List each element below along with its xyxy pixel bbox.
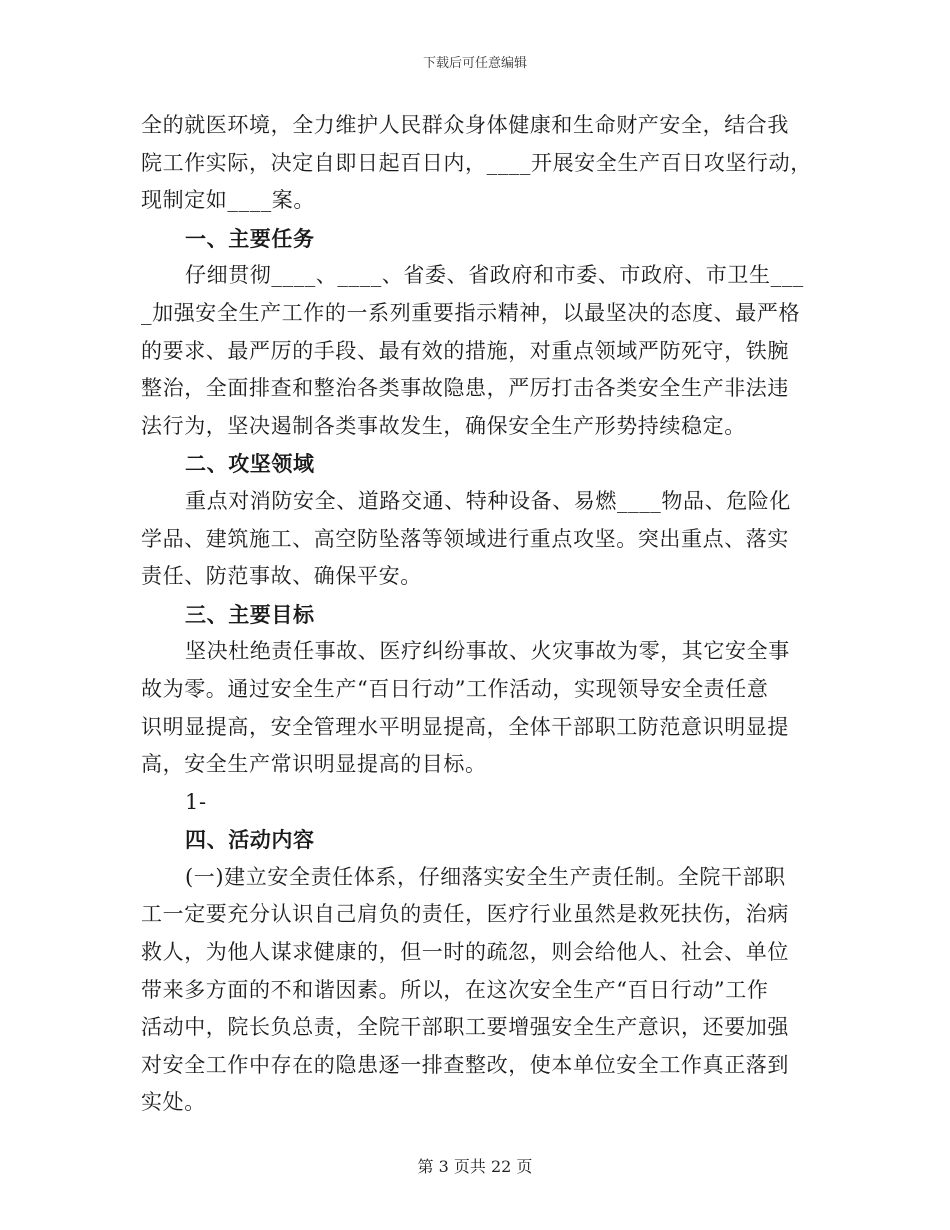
paragraph-line: 重点对消防安全、道路交通、特种设备、易燃____物品、危险化 xyxy=(185,488,791,513)
paragraph-line: 责任、防范事故、确保平安。 xyxy=(141,564,422,589)
paragraph-line: _加强安全生产工作的一系列重要指示精神，以最坚决的态度、最严格 xyxy=(141,300,801,325)
paragraph-line: 现制定如____案。 xyxy=(141,188,315,213)
paragraph-line: 学品、建筑施工、高空防坠落等领域进行重点攻坚。突出重点、落实 xyxy=(141,526,789,551)
paragraph-line: 实处。 xyxy=(141,1090,206,1115)
paragraph-line: 工一定要充分认识自己肩负的责任，医疗行业虽然是救死扶伤，治病 xyxy=(141,902,789,927)
paragraph-line: (一)建立安全责任体系，仔细落实安全生产责任制。全院干部职 xyxy=(185,864,786,889)
paragraph-line: 带来多方面的不和谐因素。所以，在这次安全生产“百日行动”工作 xyxy=(141,977,769,1002)
section-heading: 二、攻坚领域 xyxy=(185,451,315,477)
paragraph-line: 故为零。通过安全生产“百日行动”工作活动，实现领导安全责任意 xyxy=(141,676,769,701)
page-footer: 第 3 页共 22 页 xyxy=(417,1157,533,1176)
paragraph-line: 法行为，坚决遏制各类事故发生，确保安全生产形势持续稳定。 xyxy=(141,413,746,438)
paragraph-line: 活动中，院长负总责，全院干部职工要增强安全生产意识，还要加强 xyxy=(141,1015,789,1040)
section-heading: 四、活动内容 xyxy=(185,827,315,853)
paragraph-line: 的要求、最严厉的手段、最有效的措施，对重点领域严防死守，铁腕 xyxy=(141,338,789,363)
paragraph-line: 院工作实际，决定自即日起百日内，____开展安全生产百日攻坚行动， xyxy=(141,150,812,175)
paragraph-line: 1- xyxy=(185,789,207,814)
paragraph-line: 对安全工作中存在的隐患逐一排查整改，使本单位安全工作真正落到 xyxy=(141,1052,789,1077)
section-heading: 一、主要任务 xyxy=(185,225,315,251)
paragraph-line: 高，安全生产常识明显提高的目标。 xyxy=(141,752,487,777)
paragraph-line: 识明显提高，安全管理水平明显提高，全体干部职工防范意识明显提 xyxy=(141,714,789,739)
paragraph-line: 整治，全面排查和整治各类事故隐患，严厉打击各类安全生产非法违 xyxy=(141,376,789,401)
paragraph-line: 全的就医环境，全力维护人民群众身体健康和生命财产安全，结合我 xyxy=(141,113,789,137)
document-body xyxy=(141,107,811,1122)
paragraph-line: 坚决杜绝责任事故、医疗纠纷事故、火灾事故为零，其它安全事 xyxy=(185,639,790,664)
page-header: 下载后可任意编辑 xyxy=(422,56,527,71)
paragraph-line: 救人，为他人谋求健康的，但一时的疏忽，则会给他人、社会、单位 xyxy=(141,940,789,965)
section-heading: 三、主要目标 xyxy=(185,601,315,627)
paragraph-line: 仔细贯彻____、____、省委、省政府和市委、市政府、市卫生___ xyxy=(185,263,804,288)
